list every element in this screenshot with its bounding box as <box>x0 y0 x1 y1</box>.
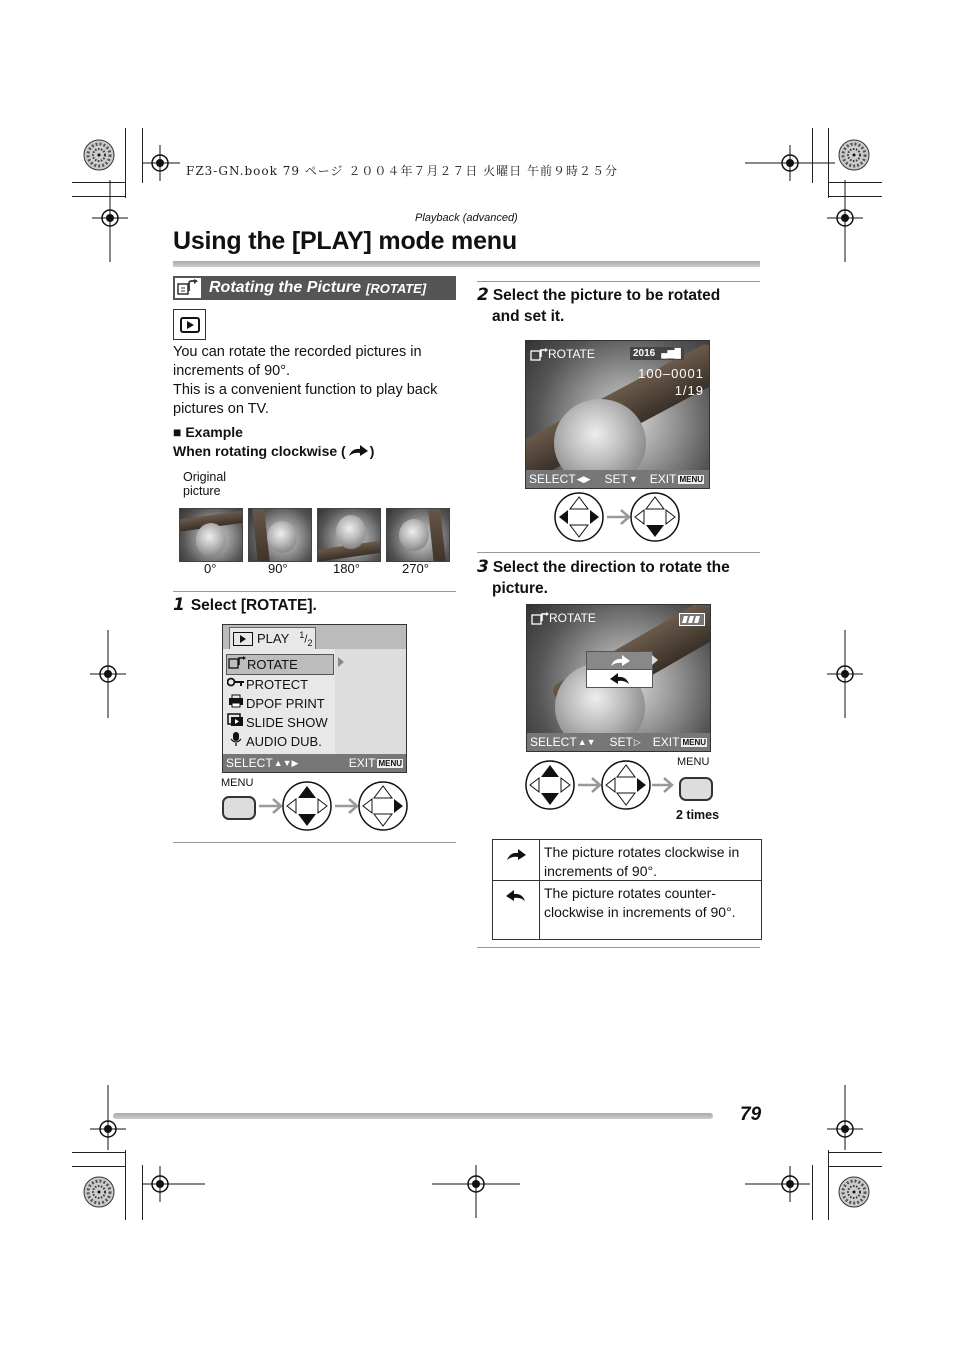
dpad-left-right-icon <box>555 493 603 541</box>
clockwise-arrow-icon <box>493 840 540 880</box>
dpad-right-icon <box>602 761 650 809</box>
rotate-icon <box>227 655 247 675</box>
set-label: SET <box>604 472 628 486</box>
divider <box>173 842 456 843</box>
step-text: Select the picture to be rotated <box>492 287 721 304</box>
file-number: 100–0001 <box>638 366 704 381</box>
step-2-button-sequence <box>553 491 683 543</box>
divider <box>477 552 760 553</box>
menu-item-audio-dub[interactable] <box>226 732 334 751</box>
select-label: SELECT <box>226 756 273 770</box>
menu-badge: MENU <box>682 737 707 747</box>
lcd-status-bar <box>526 470 709 488</box>
section-header <box>173 276 456 300</box>
play-tab[interactable]: PLAY $^1/_2$ <box>229 627 316 649</box>
table-row <box>493 880 761 939</box>
battery-icon <box>679 613 705 626</box>
select-label: SELECT <box>530 735 577 749</box>
example-heading: ■ Example <box>173 424 243 440</box>
step-2-heading <box>477 285 720 327</box>
example-thumbnail-0 <box>179 508 243 562</box>
lcd-status-bar <box>527 733 710 751</box>
exit-label: EXIT <box>652 735 680 749</box>
play-tab-label: PLAY <box>257 631 290 646</box>
year-label: 2016 <box>633 348 656 359</box>
step-number: 3 <box>477 557 489 577</box>
angle-label: 0° <box>204 561 217 576</box>
menu-item-slide-show[interactable] <box>226 713 334 732</box>
menu-item-label: DPOF PRINT <box>246 696 325 711</box>
original-label-line: picture <box>183 484 221 498</box>
table-cell-text: The picture rotates counter-clockwise in increments of 90°. <box>544 885 736 920</box>
angle-label: 90° <box>268 561 288 576</box>
page-title: Using the [PLAY] mode menu <box>173 227 517 255</box>
left-right-arrows-icon: ◀▶ <box>576 473 591 484</box>
mode-indicator <box>530 347 595 361</box>
rotate-direction-screen <box>526 604 711 752</box>
menu-button-label: MENU <box>677 756 710 768</box>
dpad-up-down-icon <box>526 761 574 809</box>
set-label: SET <box>609 735 633 749</box>
step-text: Select [ROTATE]. <box>190 597 317 614</box>
print-header: FZ3-GN.book 79 ページ ２００４年７月２７日 火曜日 午前９時２５分 <box>186 164 618 178</box>
printer-icon <box>226 694 246 714</box>
menu-button-label: MENU <box>221 777 254 789</box>
divider <box>477 947 760 948</box>
step-1-heading <box>173 595 317 616</box>
example-subheading-text: When rotating clockwise ( <box>173 443 346 459</box>
step-number: 2 <box>477 285 489 305</box>
clockwise-arrow-icon <box>346 444 370 458</box>
rotation-direction-table <box>492 839 762 940</box>
example-thumbnail-270 <box>386 508 450 562</box>
down-arrow-icon: ▼ <box>628 474 638 484</box>
example-thumbnail-180 <box>317 508 381 562</box>
right-arrow-icon: ▷ <box>633 736 641 747</box>
example-subheading-end: ) <box>369 443 375 459</box>
running-head: Playback (advanced) <box>415 212 518 224</box>
footer-rule <box>113 1113 713 1119</box>
play-icon <box>233 632 253 646</box>
step-1-button-sequence <box>255 780 415 832</box>
example-subheading <box>173 443 374 459</box>
dpad-up-down-icon <box>283 782 331 830</box>
picture-count: 1/19 <box>674 383 704 398</box>
menu-item-label: SLIDE SHOW <box>246 715 328 730</box>
counterclockwise-arrow-icon <box>493 881 540 939</box>
key-icon <box>226 675 246 694</box>
select-label: SELECT <box>529 472 576 486</box>
right-arrow-icon <box>607 510 629 524</box>
quality-icon: ▄▆█ <box>661 348 681 358</box>
menu-badge: MENU <box>378 758 402 768</box>
menu-badge: MENU <box>679 474 704 484</box>
title-rule <box>173 261 760 267</box>
rotate-icon <box>531 611 549 625</box>
rotate-clockwise-option[interactable] <box>586 651 653 671</box>
rotate-counterclockwise-option[interactable] <box>586 669 653 688</box>
right-arrow-icon <box>652 778 672 792</box>
step-text: picture. <box>492 580 548 597</box>
divider <box>173 591 456 592</box>
mode-label: ROTATE <box>549 611 596 625</box>
dpad-down-icon <box>631 493 679 541</box>
section-title: Rotating the Picture <box>209 279 362 296</box>
menu-button[interactable] <box>222 796 256 820</box>
example-thumbnail-90 <box>248 508 312 562</box>
play-mode-icon <box>173 309 206 340</box>
clockwise-arrow-icon <box>608 654 632 668</box>
play-menu-screen <box>222 624 407 773</box>
slideshow-icon <box>226 713 246 733</box>
right-arrow-icon <box>578 778 600 792</box>
page-number: 79 <box>740 1104 762 1125</box>
exit-label: EXIT <box>348 756 376 770</box>
submenu-arrow-icon <box>652 655 658 665</box>
step-3-heading <box>477 557 730 599</box>
submenu-arrow-icon <box>338 657 344 667</box>
menu-item-label: PROTECT <box>246 677 309 692</box>
angle-label: 180° <box>333 561 360 576</box>
lcd-status-bar <box>223 754 406 772</box>
step-3-button-sequence <box>524 759 676 811</box>
original-label-line: Original <box>183 470 227 484</box>
menu-item-dpof-print[interactable] <box>226 694 334 713</box>
times-label: 2 times <box>676 808 720 822</box>
intro-line: You can rotate the recorded pictures in <box>173 344 422 360</box>
step-text: and set it. <box>492 308 565 325</box>
table-row <box>493 840 761 880</box>
step-text: Select the direction to rotate the <box>492 559 730 576</box>
table-cell-text: The picture rotates clockwise in increments of 90°. <box>544 844 740 879</box>
menu-button[interactable] <box>679 777 713 801</box>
divider <box>477 281 760 282</box>
menu-item-label: AUDIO DUB. <box>246 734 322 749</box>
intro-text <box>173 343 458 419</box>
angle-label: 270° <box>402 561 429 576</box>
rotate-icon <box>175 278 201 298</box>
menu-item-rotate[interactable] <box>226 654 334 675</box>
menu-item-label: ROTATE <box>247 657 298 672</box>
year-badge <box>630 347 684 360</box>
page-den: 2 <box>307 637 313 648</box>
up-down-right-arrows-icon: ▲▼▶ <box>273 757 299 768</box>
intro-line: This is a convenient function to play back <box>173 382 438 398</box>
exit-label: EXIT <box>649 472 677 486</box>
counterclockwise-arrow-icon <box>608 672 632 686</box>
file-info <box>638 365 704 399</box>
dpad-right-icon <box>359 782 407 830</box>
playback-screen <box>525 340 710 489</box>
rotate-icon <box>530 347 548 361</box>
mode-indicator <box>531 611 596 625</box>
up-down-arrows-icon: ▲▼ <box>577 737 596 747</box>
menu-item-protect[interactable] <box>226 675 334 694</box>
step-number: 1 <box>173 595 185 615</box>
intro-line: pictures on TV. <box>173 401 269 417</box>
microphone-icon <box>226 731 246 753</box>
right-arrow-icon <box>335 799 357 813</box>
section-title-suffix: [ROTATE] <box>366 280 427 296</box>
original-picture-label <box>183 470 226 498</box>
right-arrow-icon <box>259 799 281 813</box>
page-num: 1 <box>299 629 305 640</box>
intro-line: increments of 90°. <box>173 363 291 379</box>
mode-label: ROTATE <box>548 347 595 361</box>
